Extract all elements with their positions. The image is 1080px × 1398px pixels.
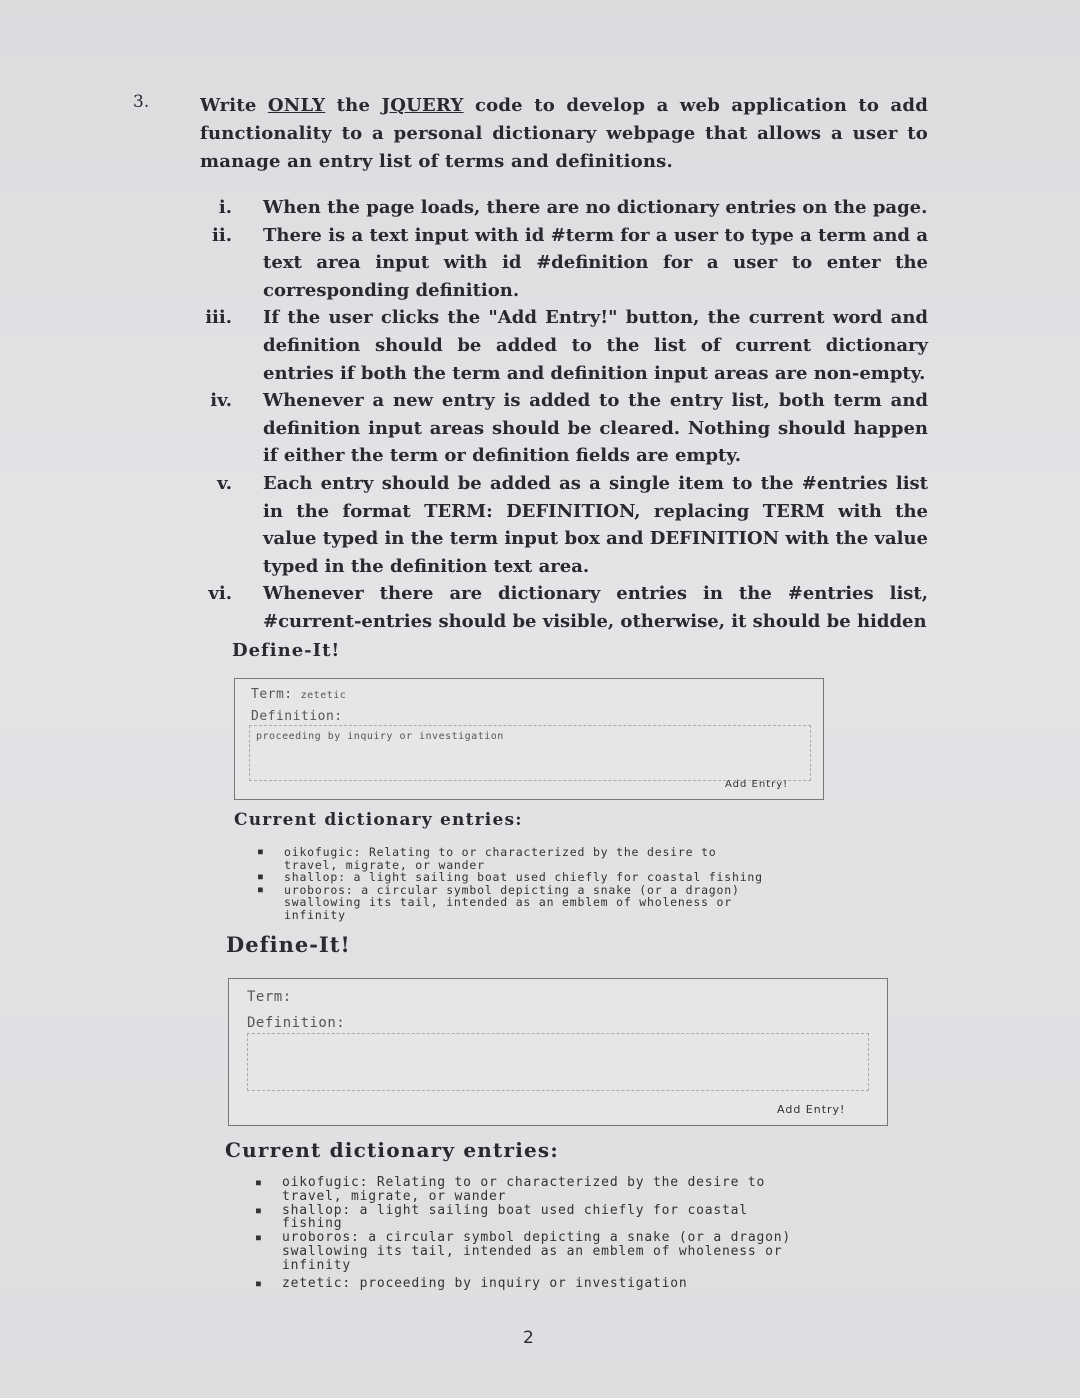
demo1-entries-list — [258, 846, 778, 921]
list-item: ■ oikofugic: Relating to or characterized by the desire to travel, migrate, or wander — [256, 1176, 816, 1204]
requirement-text: There is a text input with id #term for a user to type a term and a text area input with id #definition for a user to enter the corresponding definition. — [263, 224, 928, 301]
definition-textarea[interactable] — [249, 725, 811, 781]
intro-emphasis-only: ONLY — [267, 95, 326, 116]
list-item: ■ oikofugic: Relating to or characterized by the desire to travel, migrate, or wander — [258, 846, 778, 871]
term-label: Term: — [251, 687, 293, 702]
requirement-number: v. — [217, 472, 232, 494]
page-number: 2 — [523, 1328, 534, 1348]
requirement-number: vi. — [208, 583, 232, 605]
definition-value: proceeding by inquiry or investigation — [256, 731, 504, 742]
definition-label: Definition: — [251, 709, 343, 724]
intro-text: Write — [200, 95, 268, 116]
question-number: 3. — [133, 92, 150, 112]
question-intro — [200, 92, 928, 176]
add-entry-button[interactable]: Add Entry! — [777, 1103, 846, 1116]
requirement-item — [200, 470, 928, 580]
requirement-text: If the user clicks the "Add Entry!" button, the current word and definition should be added to the list of current dictionary entries if both the term and definition input areas are non-empty. — [263, 307, 928, 384]
requirement-item — [200, 387, 928, 470]
demo1-entries-title: Current dictionary entries: — [234, 810, 523, 830]
requirement-number: ii. — [212, 224, 232, 246]
intro-text: code to develop a web application to add functionality to a personal dictionary webpage that allows a user to manage an entry list of terms and definitions. — [200, 95, 928, 172]
term-label[interactable]: Term: — [247, 989, 292, 1005]
list-item: ■ uroboros: a circular symbol depicting a snake (or a dragon) swallowing its tail, intended as an emblem of wholeness or infinity — [258, 884, 778, 922]
requirement-item — [200, 222, 928, 305]
intro-emphasis-jquery: JQUERY — [381, 95, 464, 116]
definition-label: Definition: — [247, 1015, 346, 1031]
list-item: ■ uroboros: a circular symbol depicting a snake (or a dragon) swallowing its tail, intended as an emblem of wholeness or infinity — [256, 1231, 816, 1272]
requirement-text: Whenever there are dictionary entries in the #entries list, #current-entries should be visible, otherwise, it should be hidden — [263, 583, 928, 632]
requirement-item — [200, 194, 928, 222]
term-row[interactable] — [251, 687, 346, 702]
term-input[interactable]: zetetic — [300, 690, 347, 701]
requirement-text: When the page loads, there are no dictionary entries on the page. — [263, 197, 928, 218]
requirement-number: iv. — [210, 390, 232, 412]
requirement-text: Each entry should be added as a single item to the #entries list in the format TERM: DEFINITION, replacing TERM with the value typed in the term input box and DEFINITION with the value typed in the definition text area. — [263, 472, 928, 577]
list-item: ■ shallop: a light sailing boat used chiefly for coastal fishing — [258, 871, 778, 884]
requirement-item — [200, 580, 928, 635]
requirements-list — [200, 194, 928, 636]
demo1-title: Define-It! — [232, 640, 341, 661]
list-item: ■ zetetic: proceeding by inquiry or investigation — [256, 1277, 816, 1291]
demo2-entries-title: Current dictionary entries: — [225, 1138, 559, 1162]
demo2-entries-list — [256, 1176, 816, 1290]
intro-text: the — [325, 95, 382, 116]
list-item: ■ shallop: a light sailing boat used chiefly for coastal fishing — [256, 1204, 816, 1232]
demo2-form — [228, 978, 888, 1126]
definition-textarea[interactable] — [247, 1033, 869, 1091]
requirement-item — [200, 304, 928, 387]
requirement-number: i. — [218, 197, 232, 218]
demo2-title: Define-It! — [226, 932, 351, 957]
add-entry-button[interactable]: Add Entry! — [725, 779, 789, 790]
requirement-text: Whenever a new entry is added to the entry list, both term and definition input areas should be cleared. Nothing should happen if either the term or definition fields are empty. — [263, 390, 928, 467]
requirement-number: iii. — [205, 307, 232, 329]
demo1-form — [234, 678, 824, 800]
